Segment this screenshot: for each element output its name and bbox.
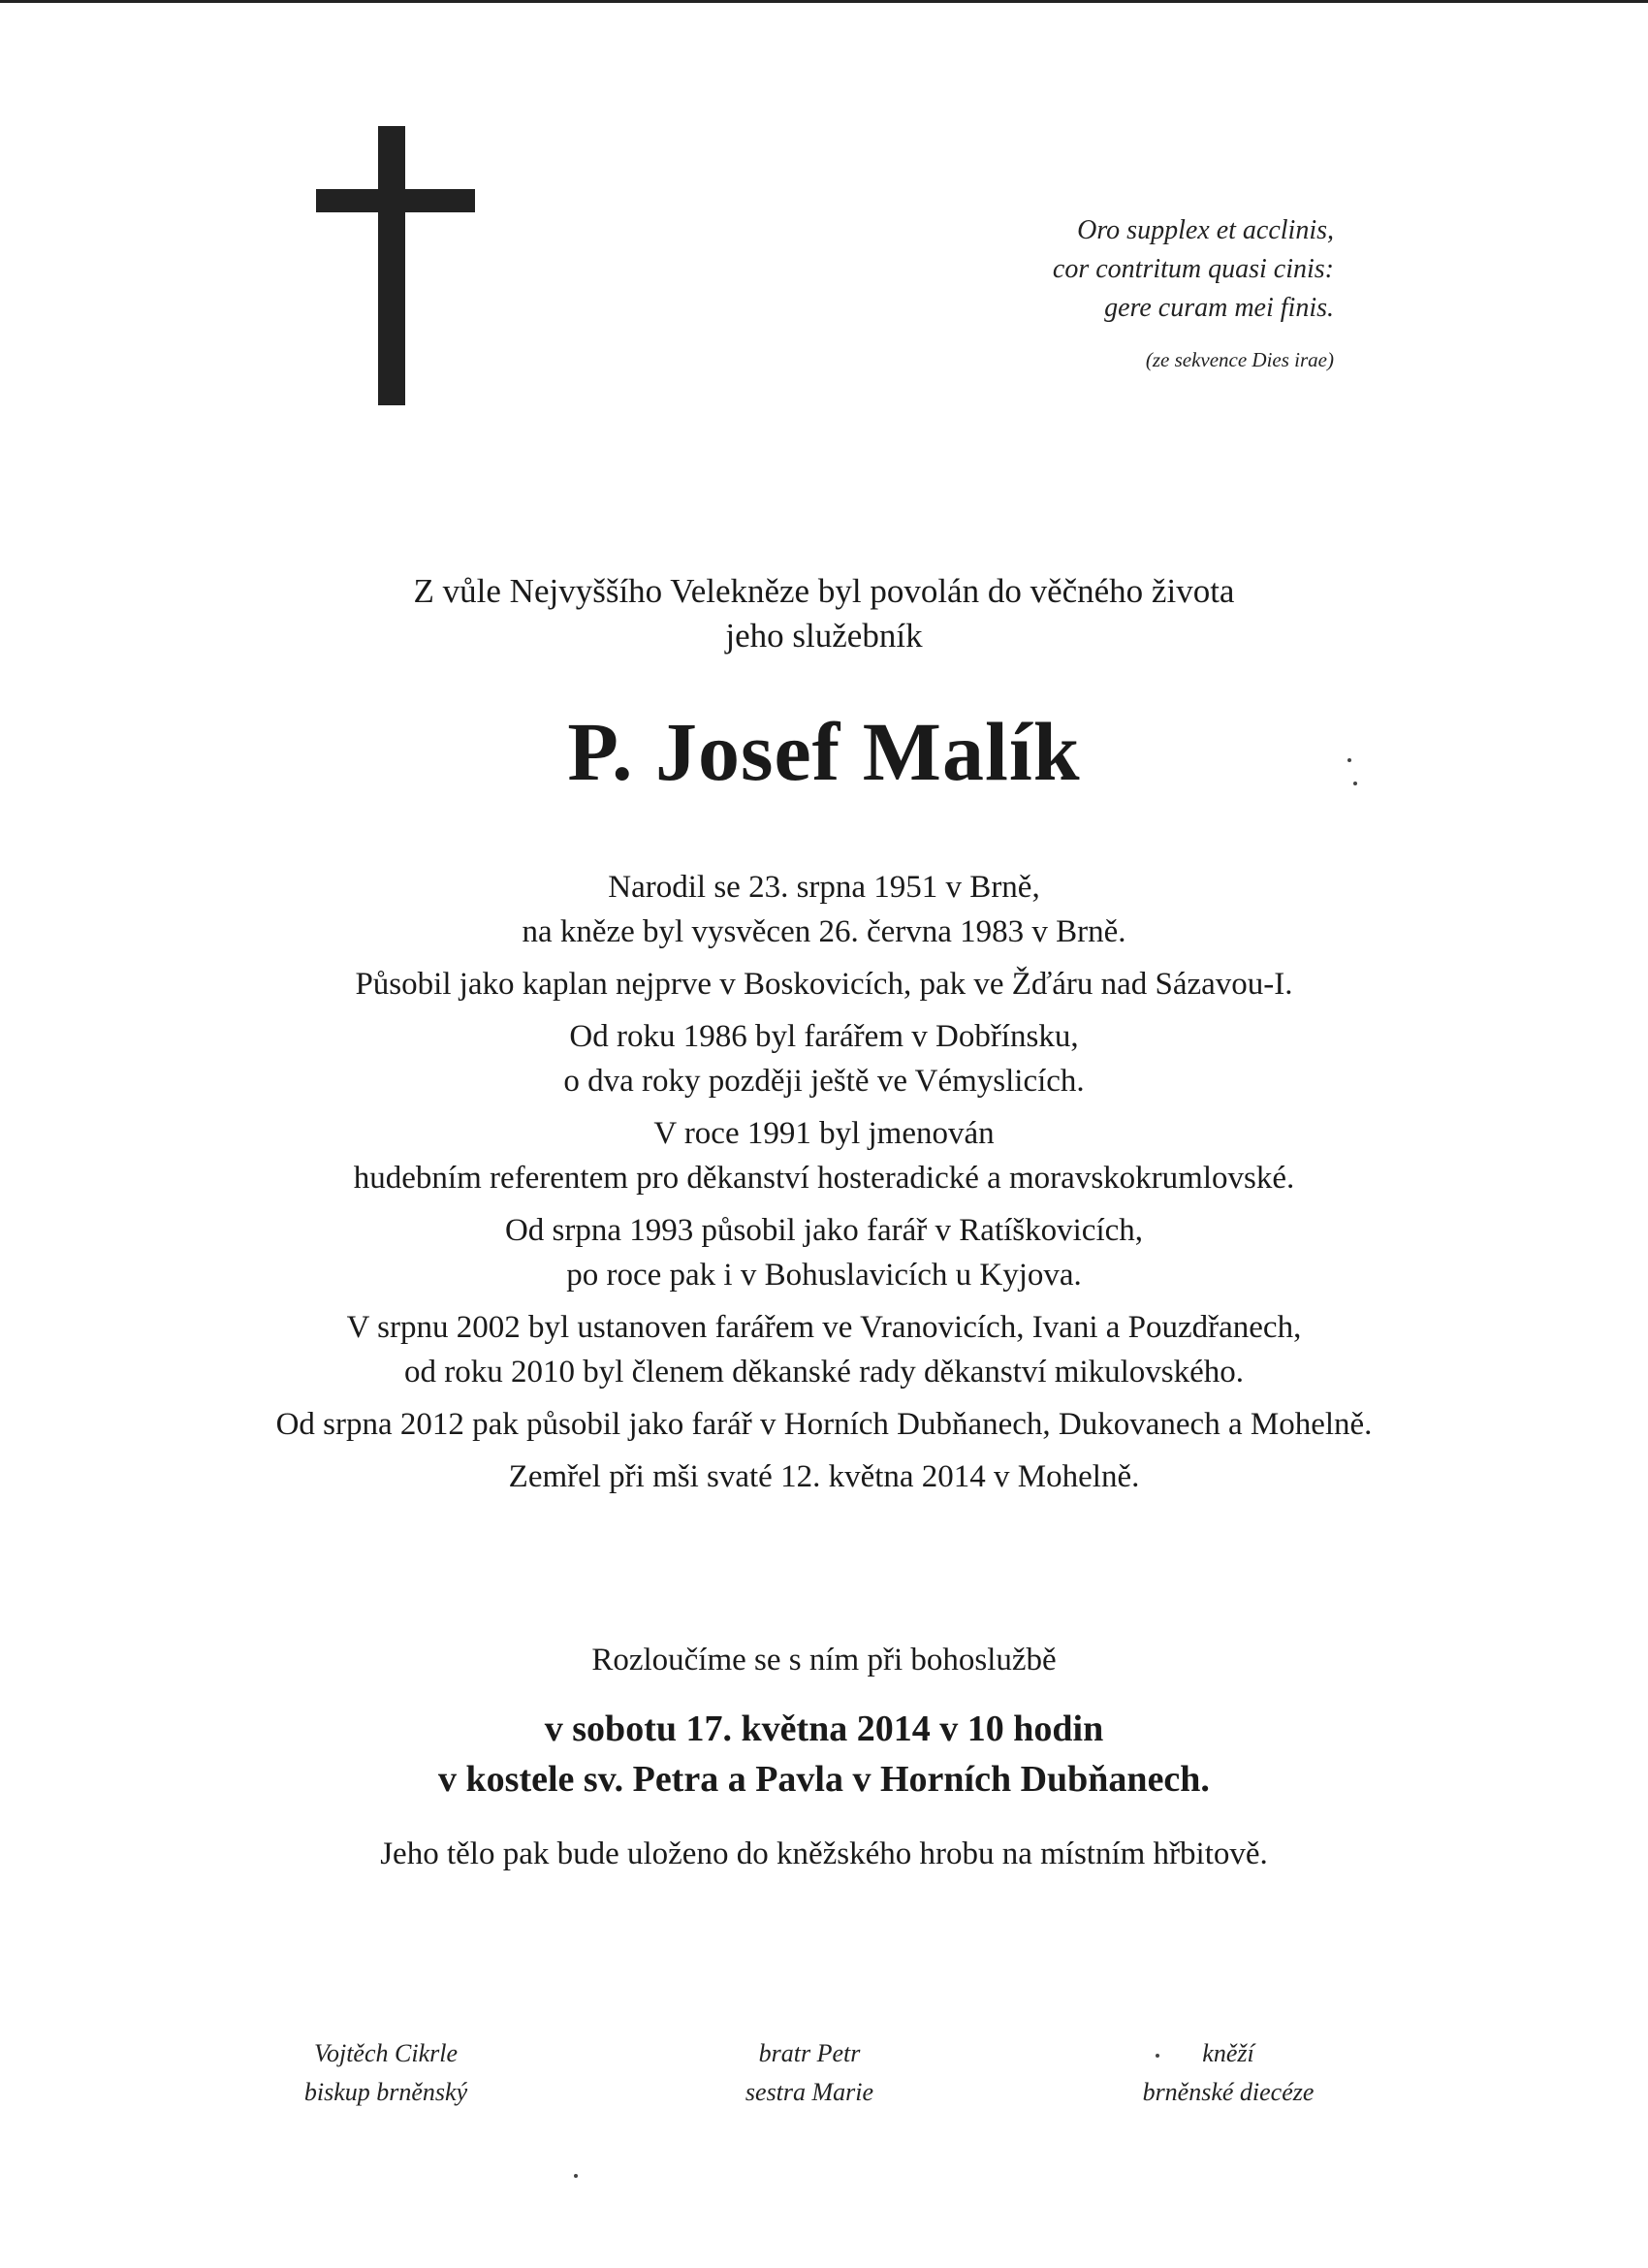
signature-line: brněnské diecéze xyxy=(1142,2078,1315,2106)
intro-line: jeho služebník xyxy=(725,617,923,655)
signature-line: bratr Petr xyxy=(758,2039,861,2067)
bio-line: po roce pak i v Bohuslavicích u Kyjova. xyxy=(566,1258,1082,1293)
service-place: v kostele sv. Petra a Pavla v Horních Dubňanech. xyxy=(438,1759,1210,1800)
bio-line: Od srpna 1993 působil jako farář v Ratíškovicích, xyxy=(504,1213,1144,1248)
bio-paragraph xyxy=(0,962,1648,1006)
bio-paragraph xyxy=(0,1454,1648,1499)
bio-line: Narodil se 23. srpna 1951 v Brně, xyxy=(608,870,1040,905)
service-date: v sobotu 17. května 2014 v 10 hodin xyxy=(544,1709,1104,1749)
bio-paragraph xyxy=(0,865,1648,954)
bio-paragraph xyxy=(0,1014,1648,1103)
bio-paragraph xyxy=(0,1402,1648,1447)
motto-source: (ze sekvence Dies irae) xyxy=(1145,348,1334,371)
bio-line: V srpnu 2002 byl ustanoven farářem ve Vranovicích, Ivani a Pouzdřanech, xyxy=(346,1310,1302,1345)
intro-line: Z vůle Nejvyššího Velekněze byl povolán do věčného života xyxy=(413,572,1235,610)
bio-paragraph xyxy=(0,1208,1648,1297)
intro-text xyxy=(0,569,1648,658)
deceased-name: P. Josef Malík xyxy=(567,705,1081,798)
bio-paragraph xyxy=(0,1111,1648,1200)
bio-line: o dva roky později ještě ve Vémyslicích. xyxy=(563,1064,1085,1099)
signature-line: biskup brněnský xyxy=(303,2078,468,2106)
bio-line: Od roku 1986 byl farářem v Dobřínsku, xyxy=(569,1019,1079,1054)
signature-line: sestra Marie xyxy=(745,2078,874,2106)
bio-line: V roce 1991 byl jmenován xyxy=(653,1116,995,1151)
signature-family xyxy=(654,2034,965,2112)
scan-speck xyxy=(1353,782,1357,785)
signature-priests xyxy=(1073,2034,1383,2112)
bio-line: Působil jako kaplan nejprve v Boskovicích, pak ve Žďáru nad Sázavou-I. xyxy=(355,967,1293,1002)
signature-bishop xyxy=(231,2034,541,2112)
service-details xyxy=(0,1704,1648,1805)
bio-line: na kněze byl vysvěcen 26. června 1983 v Brně. xyxy=(522,914,1126,949)
bio-line: hudebním referentem pro děkanství hosteradické a moravskokrumlovské. xyxy=(353,1161,1295,1196)
top-border-line xyxy=(0,0,1648,3)
motto-line: Oro supplex et acclinis, xyxy=(1077,215,1334,245)
scan-speck xyxy=(1347,758,1351,762)
bio-line: Od srpna 2012 pak působil jako farář v Horních Dubňanech, Dukovanech a Mohelně. xyxy=(275,1407,1373,1442)
latin-motto xyxy=(791,211,1334,374)
bio-line: od roku 2010 byl členem děkanské rady děkanství mikulovského. xyxy=(403,1355,1245,1390)
motto-line: gere curam mei finis. xyxy=(1104,293,1334,323)
bio-line: Zemřel při mši svaté 12. května 2014 v Mohelně. xyxy=(508,1459,1140,1494)
farewell-text: Rozloučíme se s ním při bohoslužbě xyxy=(591,1643,1057,1677)
bio-paragraph xyxy=(0,1305,1648,1394)
motto-line: cor contritum quasi cinis: xyxy=(1052,254,1334,284)
scan-speck xyxy=(574,2174,578,2178)
signature-line: Vojtěch Cikrle xyxy=(313,2039,458,2067)
signature-line: kněží xyxy=(1202,2039,1254,2067)
scan-speck xyxy=(1156,2054,1159,2058)
burial-text: Jeho tělo pak bude uloženo do kněžského hrobu na místním hřbitově. xyxy=(380,1837,1268,1871)
biography xyxy=(0,865,1648,1507)
